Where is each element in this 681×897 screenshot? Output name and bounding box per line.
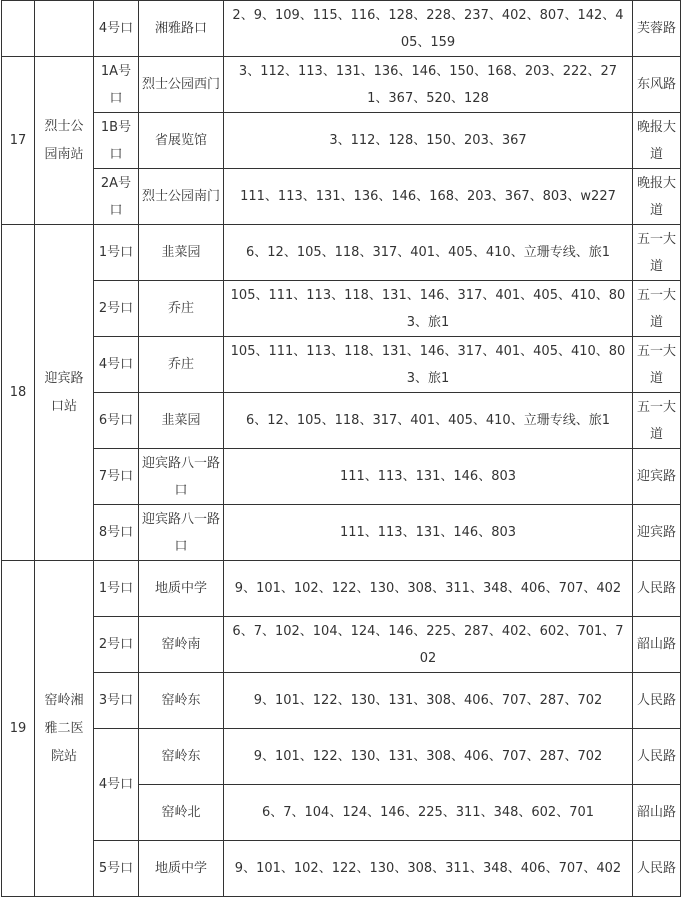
place-name: 窑岭北	[139, 785, 224, 841]
table-row	[2, 393, 681, 449]
bus-routes: 9、101、102、122、130、308、311、348、406、707、402	[224, 561, 633, 617]
station-number: 19	[2, 561, 35, 897]
place-name: 地质中学	[139, 561, 224, 617]
bus-routes: 111、113、131、136、146、168、203、367、803、w227	[224, 169, 633, 225]
exit-label: 1号口	[94, 225, 139, 281]
table-row	[2, 337, 681, 393]
exit-label: 1号口	[94, 561, 139, 617]
road-name: 人民路	[633, 729, 681, 785]
exit-label: 4号口	[94, 729, 139, 841]
station-name: 迎宾路口站	[35, 225, 94, 561]
exit-label: 6号口	[94, 393, 139, 449]
table-row	[2, 281, 681, 337]
station-number: 17	[2, 57, 35, 225]
exit-label: 4号口	[94, 337, 139, 393]
road-name: 芙蓉路	[633, 1, 681, 57]
station-number	[2, 1, 35, 57]
place-name: 省展览馆	[139, 113, 224, 169]
bus-routes: 6、7、104、124、146、225、311、348、602、701	[224, 785, 633, 841]
table-row	[2, 449, 681, 505]
road-name: 韶山路	[633, 785, 681, 841]
table-row	[2, 169, 681, 225]
road-name: 人民路	[633, 841, 681, 897]
bus-routes: 6、7、102、104、124、146、225、287、402、602、701、702	[224, 617, 633, 673]
bus-routes: 3、112、113、131、136、146、150、168、203、222、271、367、520、128	[224, 57, 633, 113]
exit-label: 7号口	[94, 449, 139, 505]
road-name: 五一大道	[633, 337, 681, 393]
exit-label: 8号口	[94, 505, 139, 561]
table-row	[2, 113, 681, 169]
road-name: 人民路	[633, 561, 681, 617]
place-name: 地质中学	[139, 841, 224, 897]
place-name: 窑岭南	[139, 617, 224, 673]
bus-routes: 111、113、131、146、803	[224, 449, 633, 505]
bus-routes: 3、112、128、150、203、367	[224, 113, 633, 169]
exit-label: 2号口	[94, 617, 139, 673]
place-name: 窑岭东	[139, 673, 224, 729]
road-name: 人民路	[633, 673, 681, 729]
table-row	[2, 617, 681, 673]
bus-routes: 105、111、113、118、131、146、317、401、405、410、803、旅1	[224, 281, 633, 337]
exit-label: 2A号口	[94, 169, 139, 225]
exit-label: 4号口	[94, 1, 139, 57]
bus-routes: 105、111、113、118、131、146、317、401、405、410、803、旅1	[224, 337, 633, 393]
table-row	[2, 561, 681, 617]
place-name: 韭菜园	[139, 393, 224, 449]
road-name: 迎宾路	[633, 449, 681, 505]
table-row	[2, 729, 681, 785]
place-name: 韭菜园	[139, 225, 224, 281]
exit-label: 1B号口	[94, 113, 139, 169]
station-name: 烈士公园南站	[35, 57, 94, 225]
road-name: 五一大道	[633, 393, 681, 449]
table-row	[2, 225, 681, 281]
exit-label: 1A号口	[94, 57, 139, 113]
station-name: 窑岭湘雅二医院站	[35, 561, 94, 897]
table-row	[2, 505, 681, 561]
bus-routes: 6、12、105、118、317、401、405、410、立珊专线、旅1	[224, 393, 633, 449]
bus-routes: 9、101、102、122、130、308、311、348、406、707、402	[224, 841, 633, 897]
road-name: 五一大道	[633, 225, 681, 281]
bus-routes: 9、101、122、130、131、308、406、707、287、702	[224, 673, 633, 729]
bus-routes: 2、9、109、115、116、128、228、237、402、807、142、405、159	[224, 1, 633, 57]
road-name: 晚报大道	[633, 113, 681, 169]
exit-label: 5号口	[94, 841, 139, 897]
bus-routes: 9、101、122、130、131、308、406、707、287、702	[224, 729, 633, 785]
bus-transfer-table	[1, 0, 681, 897]
place-name: 迎宾路八一路口	[139, 505, 224, 561]
place-name: 烈士公园西门	[139, 57, 224, 113]
place-name: 窑岭东	[139, 729, 224, 785]
road-name: 晚报大道	[633, 169, 681, 225]
place-name: 迎宾路八一路口	[139, 449, 224, 505]
exit-label: 2号口	[94, 281, 139, 337]
road-name: 迎宾路	[633, 505, 681, 561]
place-name: 乔庄	[139, 281, 224, 337]
table-row	[2, 673, 681, 729]
place-name: 湘雅路口	[139, 1, 224, 57]
table-row	[2, 1, 681, 57]
road-name: 五一大道	[633, 281, 681, 337]
table-row	[2, 841, 681, 897]
bus-routes: 111、113、131、146、803	[224, 505, 633, 561]
bus-routes: 6、12、105、118、317、401、405、410、立珊专线、旅1	[224, 225, 633, 281]
table-row	[2, 57, 681, 113]
station-number: 18	[2, 225, 35, 561]
road-name: 韶山路	[633, 617, 681, 673]
place-name: 烈士公园南门	[139, 169, 224, 225]
place-name: 乔庄	[139, 337, 224, 393]
station-name	[35, 1, 94, 57]
road-name: 东风路	[633, 57, 681, 113]
exit-label: 3号口	[94, 673, 139, 729]
